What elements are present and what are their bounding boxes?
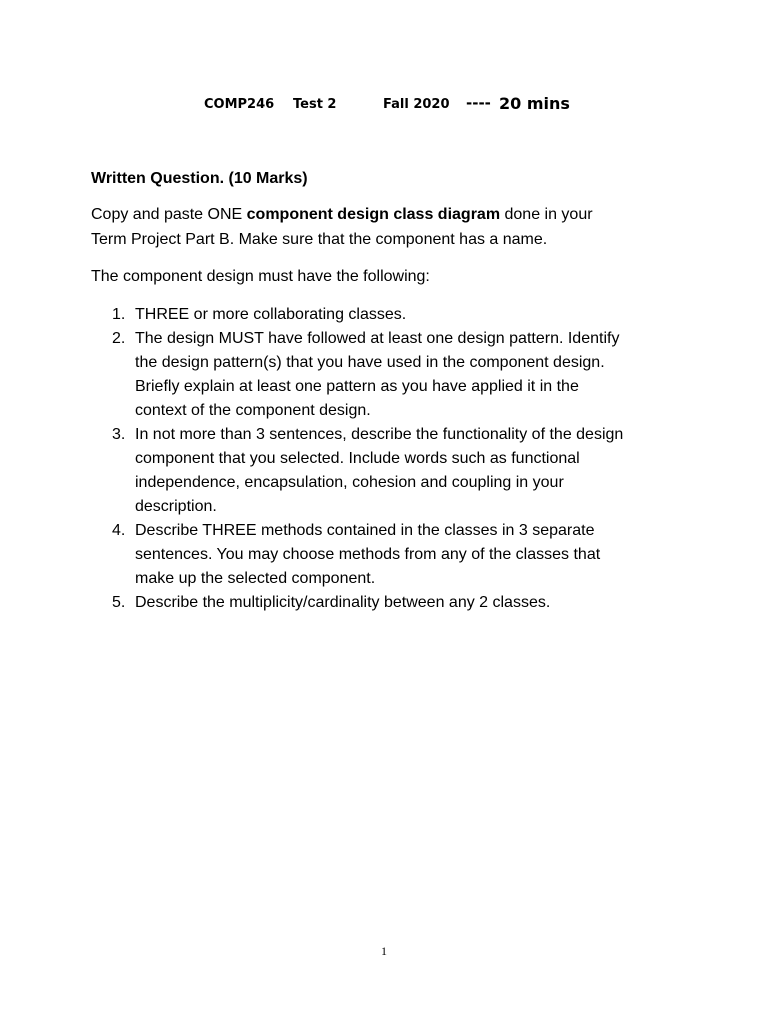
list-item-number: 5.: [112, 594, 126, 611]
list-item: [91, 327, 691, 423]
list-item-number: 1.: [112, 306, 126, 323]
list-item-line: make up the selected component.: [135, 570, 376, 587]
list-item-line: The design MUST have followed at least one design pattern. Identify: [135, 330, 620, 347]
list-item-line: In not more than 3 sentences, describe the functionality of the design: [135, 426, 624, 443]
course-code: COMP246: [204, 97, 275, 112]
list-item-line: context of the component design.: [135, 402, 371, 419]
list-item-number: 2.: [112, 330, 126, 347]
intro-text-start: Copy and paste ONE: [91, 206, 247, 223]
list-item-line: sentences. You may choose methods from any of the classes that: [135, 546, 601, 563]
test-duration: 20 mins: [499, 94, 570, 113]
requirements-lead: The component design must have the following:: [91, 268, 430, 285]
list-item: [91, 519, 691, 591]
requirements-list: [91, 303, 691, 615]
list-item-line: description.: [135, 498, 217, 515]
list-item-number: 3.: [112, 426, 126, 443]
list-item-line: Briefly explain at least one pattern as you have applied it in the: [135, 378, 579, 395]
test-name: Test 2: [293, 97, 337, 112]
list-item-line: the design pattern(s) that you have used in the component design.: [135, 354, 605, 371]
list-item: [91, 423, 691, 519]
intro-emphasis: component design class diagram: [246, 206, 501, 223]
list-item: [91, 591, 691, 615]
list-item-number: 4.: [112, 522, 126, 539]
term: Fall 2020: [383, 97, 450, 112]
intro-text-end: done in your: [500, 206, 593, 223]
list-item-line: Describe THREE methods contained in the classes in 3 separate: [135, 522, 595, 539]
list-item: [91, 303, 691, 327]
document-header: [204, 94, 624, 116]
question-heading: Written Question. (10 Marks): [91, 170, 308, 187]
question-intro: [91, 203, 691, 252]
list-item-line: THREE or more collaborating classes.: [135, 306, 407, 323]
list-item-line: independence, encapsulation, cohesion and coupling in your: [135, 474, 564, 491]
page-number: 1: [381, 944, 387, 958]
list-item-line: component that you selected. Include words such as functional: [135, 450, 580, 467]
header-separator: ----: [466, 94, 491, 112]
list-item-line: Describe the multiplicity/cardinality between any 2 classes.: [135, 594, 551, 611]
intro-text-line2: Term Project Part B. Make sure that the component has a name.: [91, 230, 548, 248]
